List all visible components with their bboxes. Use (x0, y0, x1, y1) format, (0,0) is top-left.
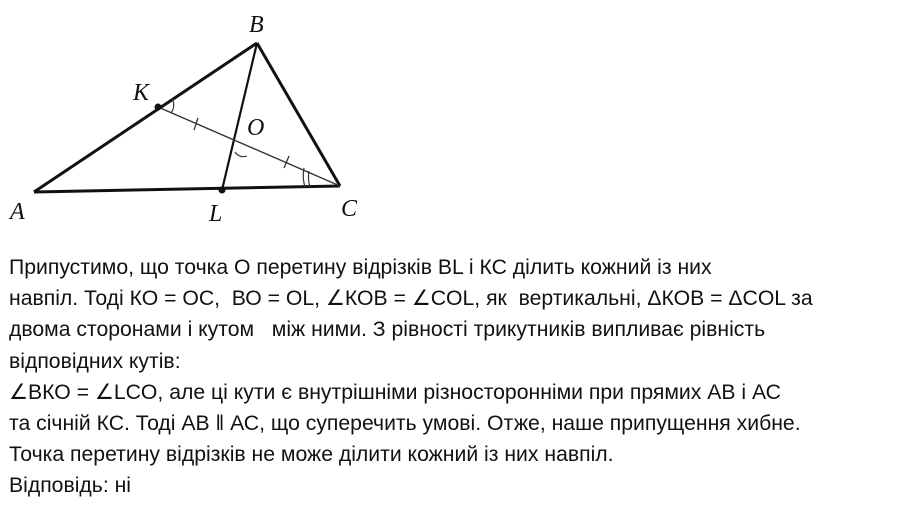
triangle-figure (0, 0, 400, 235)
solution-line-2: навпіл. Тоді КО = ОС, ВО = OL, ∠КОВ = ∠COL, як вертикальні, ΔКОВ = ΔCOL за (9, 287, 813, 311)
label-c: C (341, 196, 358, 222)
solution-line-1: Припустимо, що точка О перетину відрізків BL і КС ділить кожний із них (9, 256, 712, 279)
side-ac (34, 186, 340, 192)
solution-line-7: Точка перетину відрізків не може ділити кожний із них навпіл. (9, 443, 614, 467)
side-ab (34, 43, 257, 192)
solution-text (9, 252, 917, 502)
answer-line: Відповідь: ні (9, 474, 132, 498)
solution-line-6: та січній КС. Тоді АВ ǁ АС, що суперечить умові. Отже, наше припущення хибне. (9, 412, 801, 436)
angle-arc-o (235, 152, 247, 157)
label-a: A (10, 199, 25, 225)
label-o: O (247, 115, 265, 141)
solution-line-3: двома сторонами і кутом між ними. З рівності трикутників випливає рівність (9, 318, 766, 342)
label-b: B (249, 12, 264, 38)
solution-line-4: відповідних кутів: (9, 349, 181, 373)
label-l: L (209, 201, 223, 227)
side-bc (257, 43, 340, 186)
point-l (219, 187, 226, 194)
label-k: K (133, 80, 150, 106)
point-k (155, 104, 162, 111)
solution-line-5: ∠ВКО = ∠LCO, але ці кути є внутрішніми різносторонніми при прямих АВ і АС (9, 380, 781, 404)
